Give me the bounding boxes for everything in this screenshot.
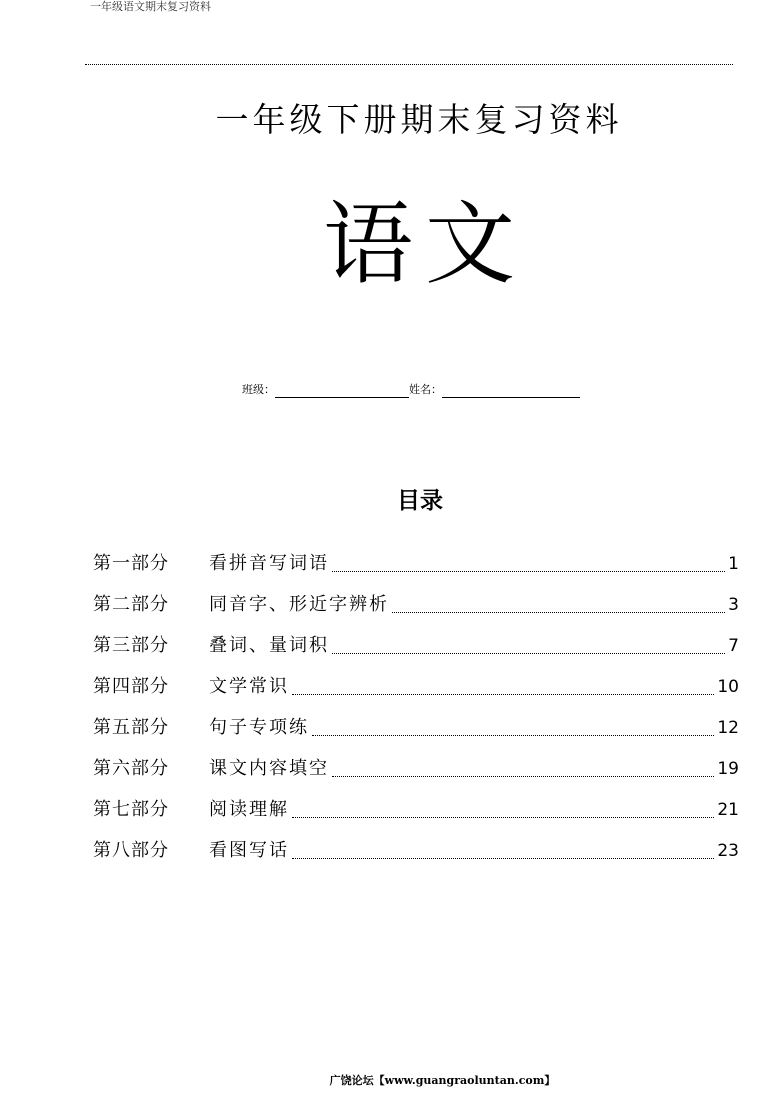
class-label: 班级： (242, 383, 275, 396)
toc-entry-title: 叠词、量词积 (209, 635, 329, 656)
running-header: 一年级语文期末复习资料 (90, 0, 211, 13)
toc-part-label: 第三部分 (93, 635, 169, 656)
toc-entry[interactable] (93, 590, 739, 631)
toc-part-label: 第八部分 (93, 840, 169, 861)
toc-entry[interactable] (93, 795, 739, 836)
dot-leader (392, 590, 725, 613)
toc-part-label: 第五部分 (93, 717, 169, 738)
toc-entry-title: 看拼音写词语 (209, 553, 329, 574)
header-divider (85, 64, 733, 65)
dot-leader (332, 549, 725, 572)
dot-leader (332, 754, 714, 777)
toc-page-number: 19 (717, 759, 739, 779)
toc-entry-title: 课文内容填空 (209, 758, 329, 779)
toc-entry[interactable] (93, 754, 739, 795)
name-label: 姓名： (409, 383, 442, 396)
toc-page-number: 7 (728, 636, 739, 656)
toc-entry[interactable] (93, 672, 739, 713)
subject-title: 语文 (323, 192, 527, 297)
toc-page-number: 21 (717, 800, 739, 820)
toc-part-label: 第六部分 (93, 758, 169, 779)
toc-entry-title: 看图写话 (209, 840, 289, 861)
name-blank (442, 384, 580, 398)
toc-entry-title: 文学常识 (209, 676, 289, 697)
toc-part-label: 第七部分 (93, 799, 169, 820)
dot-leader (292, 795, 714, 818)
class-blank (275, 384, 409, 398)
toc-entry[interactable] (93, 631, 739, 672)
toc-page-number: 1 (728, 554, 739, 574)
toc-page-number: 12 (717, 718, 739, 738)
dot-leader (332, 631, 725, 654)
toc-entry-title: 阅读理解 (209, 799, 289, 820)
student-info-fields (242, 382, 580, 398)
toc-entry[interactable] (93, 549, 739, 590)
toc-part-label: 第二部分 (93, 594, 169, 615)
dot-leader (292, 672, 714, 695)
toc-part-label: 第一部分 (93, 553, 169, 574)
page-footer: 广饶论坛【www.guangraoluntan.com】 (329, 1074, 556, 1087)
toc-entry[interactable] (93, 836, 739, 877)
toc-heading: 目录 (397, 488, 443, 514)
toc-entry-title: 句子专项练 (209, 717, 309, 738)
dot-leader (312, 713, 714, 736)
dot-leader (292, 836, 714, 859)
toc-page-number: 10 (717, 677, 739, 697)
toc-part-label: 第四部分 (93, 676, 169, 697)
document-title: 一年级下册期末复习资料 (215, 100, 623, 139)
toc-page-number: 3 (728, 595, 739, 615)
toc-page-number: 23 (717, 841, 739, 861)
toc-entry-title: 同音字、形近字辨析 (209, 594, 389, 615)
toc-entry[interactable] (93, 713, 739, 754)
table-of-contents (93, 549, 739, 877)
